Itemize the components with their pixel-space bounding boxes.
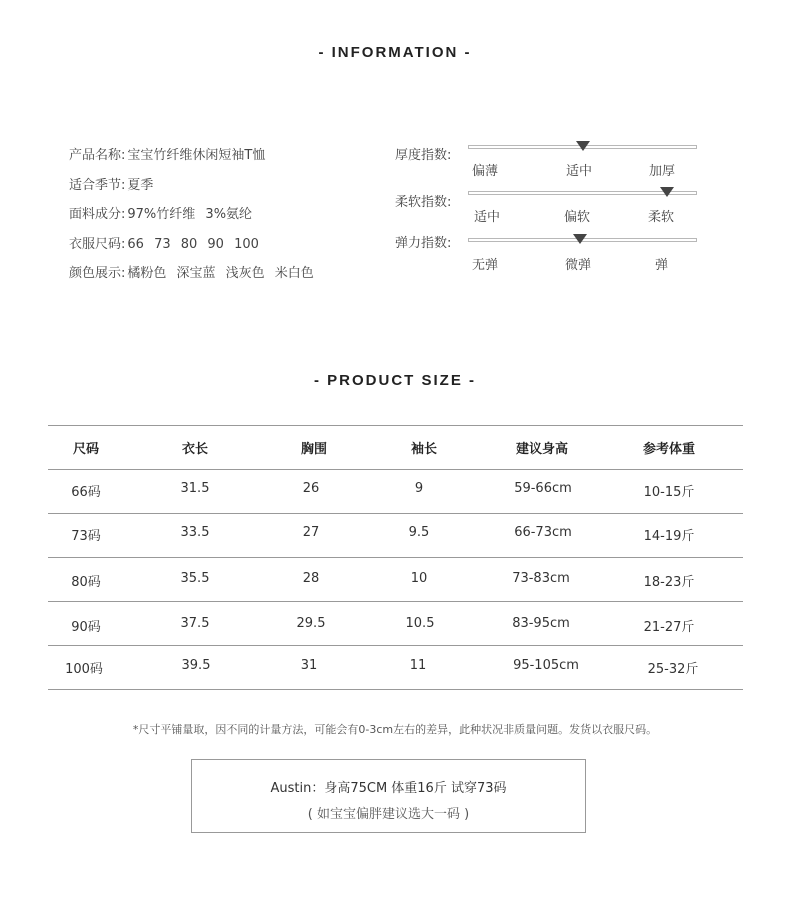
information-title: - INFORMATION -	[318, 44, 472, 61]
table-divider	[48, 601, 743, 602]
info-label: 适合季节:	[69, 178, 126, 193]
table-divider	[48, 469, 743, 470]
table-cell: 33.5	[180, 525, 210, 540]
table-divider	[48, 645, 743, 646]
softness-index-label: 柔软指数:	[395, 195, 452, 210]
table-header-cell: 尺码	[72, 442, 99, 457]
table-cell: 35.5	[180, 571, 210, 586]
softness-index-marker	[660, 187, 674, 197]
info-row-colors	[69, 262, 314, 281]
model-info-line: Austin：身高75CM 体重16斤 试穿73码	[270, 781, 507, 796]
info-label: 颜色展示:	[69, 266, 126, 281]
table-cell: 29.5	[296, 616, 326, 631]
info-value: 66 73 80 90 100	[127, 237, 259, 252]
elasticity-index-label: 弹力指数:	[395, 236, 452, 251]
model-size-advice: ( 如宝宝偏胖建议选大一码 )	[307, 807, 470, 822]
scale-label: 弹	[655, 258, 669, 273]
table-header-cell: 衣长	[181, 442, 208, 457]
measurement-note: *尺寸平铺量取，因不同的计量方法，可能会有0-3cm左右的差异，此种状况非质量问题。发货以衣服尺码。	[132, 723, 658, 736]
thickness-index-label: 厚度指数:	[395, 148, 452, 163]
table-header-cell: 袖长	[410, 442, 437, 457]
scale-label: 适中	[474, 210, 501, 225]
table-cell: 83-95cm	[512, 616, 570, 631]
info-value: 橘粉色 深宝蓝 浅灰色 米白色	[127, 266, 314, 281]
table-cell: 31.5	[180, 481, 210, 496]
table-cell: 90码	[71, 620, 101, 635]
info-row-name	[69, 144, 265, 163]
table-cell: 31	[300, 658, 318, 673]
info-label: 衣服尺码:	[69, 237, 126, 252]
table-cell: 21-27斤	[643, 620, 695, 635]
table-cell: 27	[302, 525, 320, 540]
scale-label: 柔软	[648, 210, 675, 225]
info-value: 宝宝竹纤维休闲短袖T恤	[127, 148, 266, 163]
table-divider	[48, 425, 743, 426]
table-cell: 25-32斤	[647, 662, 699, 677]
product-size-title: - PRODUCT SIZE -	[314, 372, 476, 389]
table-header-cell: 参考体重	[642, 442, 695, 457]
info-row-season	[69, 174, 153, 193]
info-label: 面料成分:	[69, 207, 126, 222]
table-cell: 39.5	[181, 658, 211, 673]
table-cell: 11	[409, 658, 427, 673]
table-header-cell: 胸围	[300, 442, 327, 457]
elasticity-index-marker	[573, 234, 587, 244]
info-row-sizes	[69, 233, 259, 252]
table-cell: 10-15斤	[643, 485, 695, 500]
table-divider	[48, 513, 743, 514]
table-cell: 26	[302, 481, 320, 496]
table-cell: 73码	[71, 529, 101, 544]
table-cell: 95-105cm	[513, 658, 579, 673]
table-divider	[48, 689, 743, 690]
table-cell: 66码	[71, 485, 101, 500]
table-divider	[48, 557, 743, 558]
table-cell: 37.5	[180, 616, 210, 631]
info-value: 夏季	[127, 178, 154, 193]
scale-label: 加厚	[649, 164, 676, 179]
table-cell: 10.5	[405, 616, 435, 631]
info-value: 97%竹纤维 3%氨纶	[127, 207, 253, 222]
info-row-fabric	[69, 203, 252, 222]
table-cell: 10	[410, 571, 428, 586]
table-cell: 100码	[65, 662, 103, 677]
scale-label: 偏薄	[472, 164, 499, 179]
table-cell: 59-66cm	[514, 481, 572, 496]
thickness-index-marker	[576, 141, 590, 151]
table-cell: 9.5	[408, 525, 430, 540]
scale-label: 适中	[566, 164, 593, 179]
scale-label: 微弹	[565, 258, 592, 273]
table-cell: 28	[302, 571, 320, 586]
scale-label: 偏软	[564, 210, 591, 225]
table-cell: 73-83cm	[512, 571, 570, 586]
table-cell: 80码	[71, 575, 101, 590]
scale-label: 无弹	[472, 258, 499, 273]
table-cell: 9	[414, 481, 424, 496]
table-cell: 14-19斤	[643, 529, 695, 544]
table-header-cell: 建议身高	[515, 442, 568, 457]
table-cell: 66-73cm	[514, 525, 572, 540]
table-cell: 18-23斤	[643, 575, 695, 590]
info-label: 产品名称:	[69, 148, 126, 163]
